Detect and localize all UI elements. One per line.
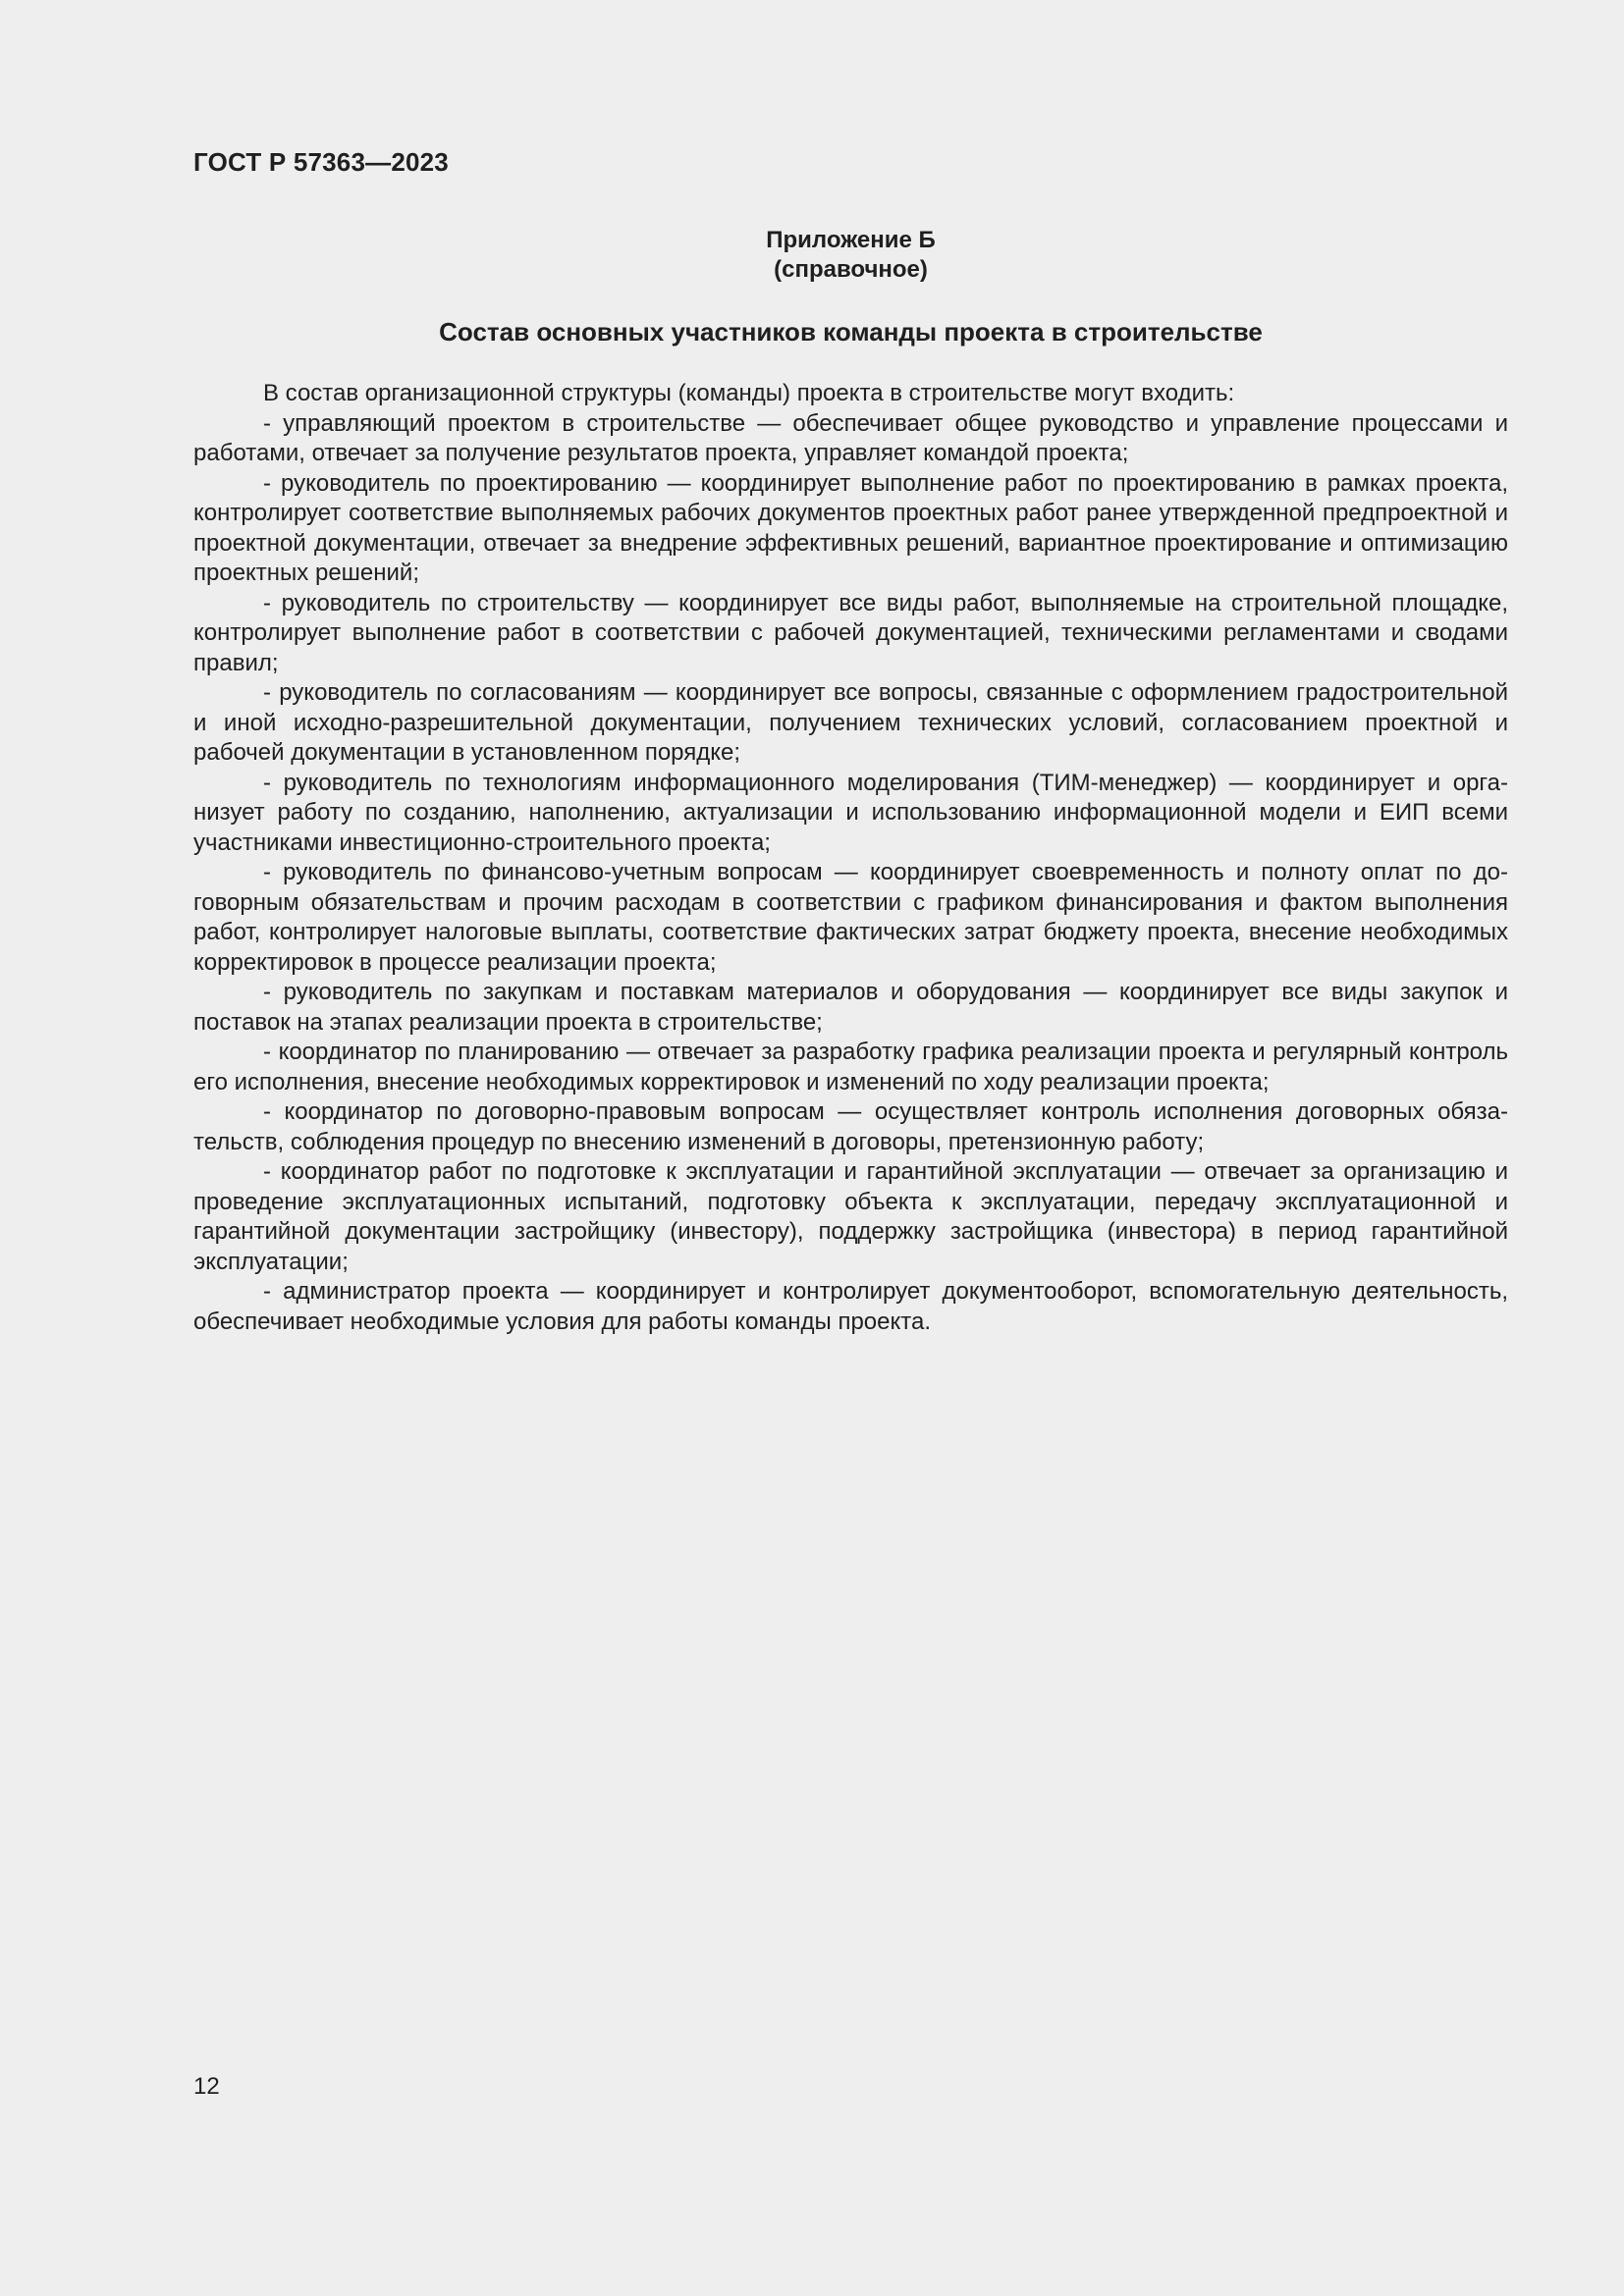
- list-item: - руководитель по строительству — координирует все виды работ, выполняемые на строительной площадке, контролирует выполнение работ в соответствии с рабочей документацией, техническими регламентами и сводами правил;: [193, 589, 1508, 676]
- list-item: - руководитель по проектированию — координирует выполнение работ по проектированию в рамках проекта, контролирует соответствие выполняемых рабочих документов проектных работ ранее утвержденной предпроектной и проектной документации, отвечает за внедрение эффективных решений, вариантное проектирование и оптимизацию проектных решений;: [193, 469, 1508, 586]
- list-item: - руководитель по закупкам и поставкам материалов и оборудования — координирует все виды закупок и поставок на этапах реализации проекта в строительстве;: [193, 979, 1508, 1036]
- list-item: - администратор проекта — координирует и контролирует документооборот, вспомогательную деятельность, обеспечивает необходимые условия для работы команды проекта.: [193, 1278, 1508, 1335]
- list-item: - руководитель по согласованиям — координирует все вопросы, связанные с оформлением градостроительной и иной исходно-разрешительной документации, получением технических условий, согласованием проектной и рабочей документации в установленном порядке;: [193, 679, 1508, 766]
- list-item: - координатор по планированию — отвечает за разработку графика реализации проекта и регулярный контроль его исполнения, внесение необходимых корректировок и изменений по ходу реализации проекта;: [193, 1039, 1508, 1095]
- list-item: - координатор по договорно-правовым вопросам — осуществляет контроль исполнения договорных обязательств, соблюдения процедур по внесению изменений в договоры, претензионную работу;: [193, 1098, 1508, 1155]
- page-number: 12: [193, 2073, 220, 2100]
- list-item: - управляющий проектом в строительстве — обеспечивает общее руководство и управление процессами и работами, отвечает за получение результатов проекта, управляет командой проекта;: [193, 409, 1508, 466]
- section-title: Состав основных участников команды проекта в строительстве: [439, 317, 1263, 347]
- appendix-title: Приложение Б: [766, 227, 936, 253]
- list-item: - руководитель по технологиям информационного моделирования (ТИМ-менеджер) — координирует и организует работу по созданию, наполнению, актуализации и использованию информационной модели и ЕИП всеми участниками инвестиционно-строительного проекта;: [193, 769, 1508, 856]
- appendix-heading: [193, 226, 1508, 285]
- list-item: - руководитель по финансово-учетным вопросам — координирует своевременность и полноту оплат по договорным обязательствам и прочим расходам в соответствии с графиком финансирования и фактом выполнения работ, контролирует налоговые выплаты, соответствие фактических затрат бюджету проекта, внесение необходимых корректировок в процессе реализации проекта;: [193, 859, 1508, 976]
- body-text: [193, 379, 1508, 1337]
- list-item: - координатор работ по подготовке к эксплуатации и гарантийной эксплуатации — отвечает за организацию и проведение эксплуатационных испытаний, подготовку объекта к эксплуатации, передачу эксплуатационной и гарантийной документации застройщику (инвестору), поддержку застройщика (инвестора) в период гарантийной эксплуатации;: [193, 1158, 1508, 1275]
- document-code: ГОСТ Р 57363—2023: [193, 147, 449, 177]
- appendix-subtitle: (справочное): [774, 256, 928, 283]
- intro-paragraph: В состав организационной структуры (команды) проекта в строительстве могут входить:: [263, 380, 1235, 406]
